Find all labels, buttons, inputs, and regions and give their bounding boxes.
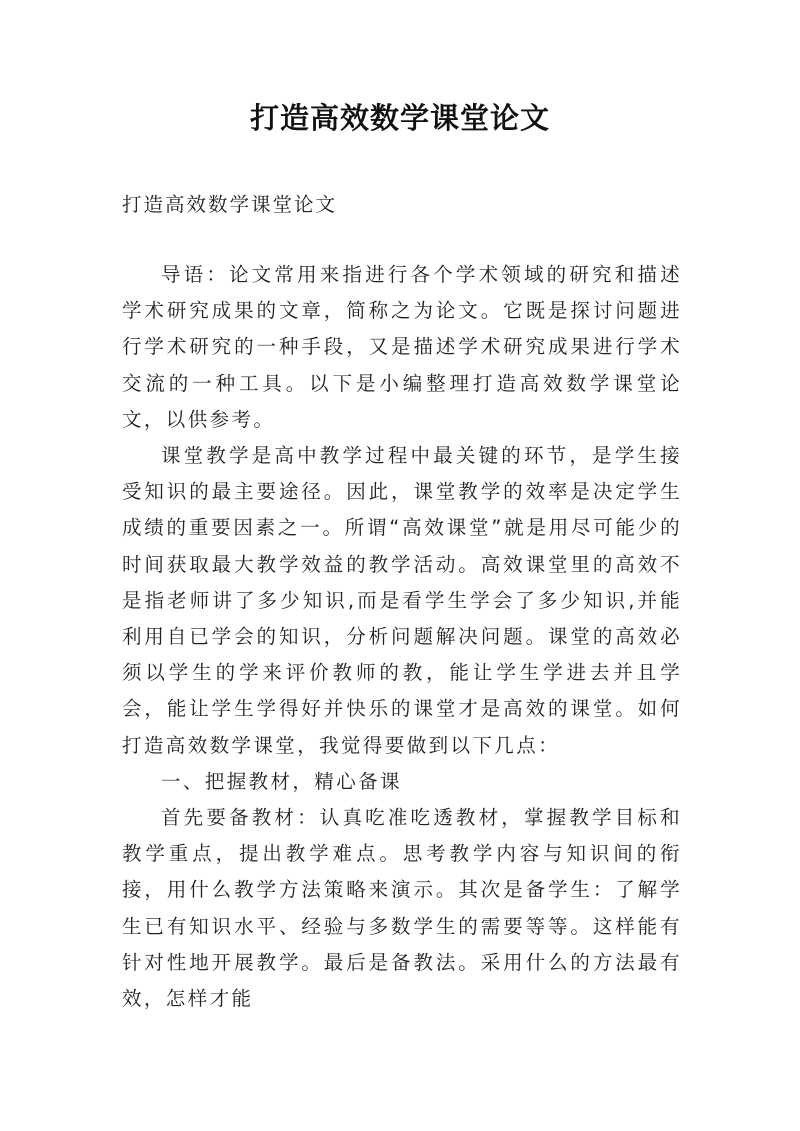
document-subtitle: 打造高效数学课堂论文: [122, 193, 338, 216]
section-heading-1: 一、把握教材，精心备课: [161, 769, 402, 793]
document-title: 打造高效数学课堂论文: [249, 101, 550, 135]
paragraph-intro: 导语：论文常用来指进行各个学术领域的研究和描述学术研究成果的文章，简称之为论文。它既是探讨问题进行学术研究的一种手段，又是描述学术研究成果进行学术交流的一种工具。以下是小编整理打造高效数学课堂论文，以供参考。: [122, 263, 682, 431]
paragraph-lesson-preparation: 首先要备教材：认真吃准吃透教材，掌握教学目标和教学重点，提出教学难点。思考教学内容与知识间的衔接，用什么教学方法策略来演示。其次是备学生：了解学生已有知识水平、经验与多数学生的需要等等。这样能有针对性地开展教学。最后是备教法。采用什么的方法最有效，怎样才能: [122, 806, 682, 1011]
document-body: [122, 257, 682, 1017]
paragraph-classroom-teaching: 课堂教学是高中教学过程中最关键的环节，是学生接受知识的最主要途径。因此，课堂教学的效率是决定学生成绩的重要因素之一。所谓“高效课堂”就是用尽可能少的时间获取最大教学效益的教学活动。高效课堂里的高效不是指老师讲了多少知识,而是看学生学会了多少知识,并能利用自已学会的知识，分析问题解决问题。课堂的高效必须以学生的学来评价教师的教，能让学生学进去并且学会，能让学生学得好并快乐的课堂才是高效的课堂。如何打造高效数学课堂，我觉得要做到以下几点：: [122, 444, 682, 757]
